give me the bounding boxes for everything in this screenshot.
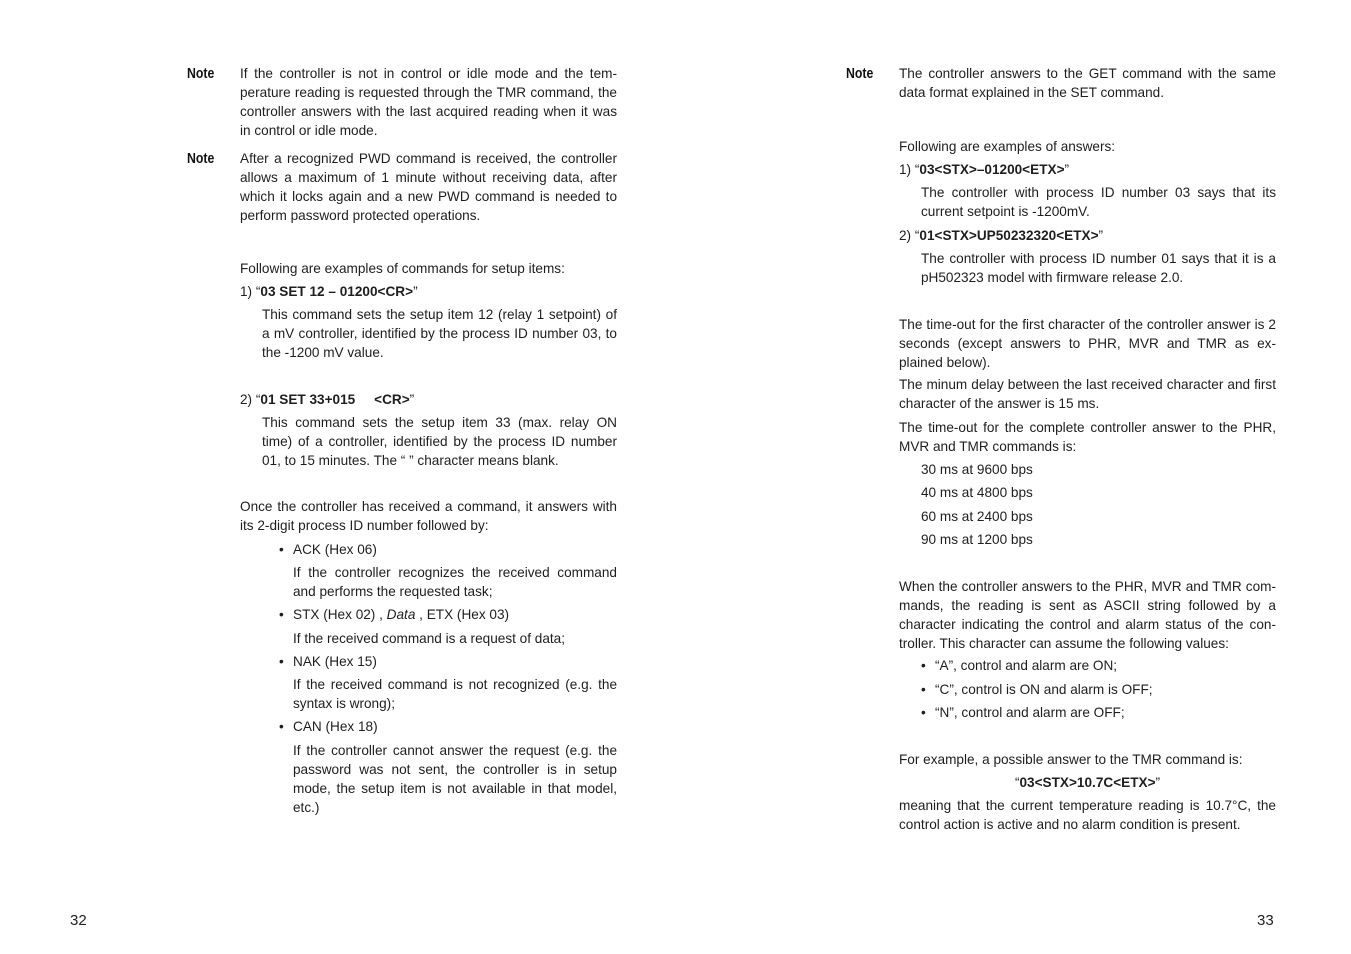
example-2-command [240,390,617,409]
baud-rate-item: 90 ms at 1200 bps [921,532,1033,547]
baud-rate-item: 30 ms at 9600 bps [921,462,1033,477]
page-number: 33 [1257,912,1274,929]
bullet-stx-part: STX (Hex 02) , [293,607,387,622]
quote-close: ” [413,284,418,299]
note-label: Note [187,150,215,167]
quote-open: “ [1014,775,1020,790]
baud-rate-item: 60 ms at 2400 bps [921,509,1033,524]
examples-intro: Following are examples of commands for setup items: [240,261,565,276]
note-label: Note [846,65,874,82]
quote-open: 2) “ [899,228,920,243]
quote-open: 1) “ [899,162,920,177]
example-intro: For example, a possible answer to the TMR command is: [899,752,1243,767]
minimum-delay: The minum delay between the last received character and first character of the answer is 15 ms. [899,377,1276,411]
timeout-first-char: The time-out for the first character of the controller answer is 2 seconds (except answers to PHR, MVR and TMR as ex-plained below). [899,317,1276,370]
status-value: • “C”, control is ON and alarm is OFF; [935,680,1153,699]
bullet-stx-description: If the received command is a request of data; [293,631,566,646]
quote-close: ” [1064,162,1070,177]
note-label: Note [187,65,215,82]
bullet-can: • CAN (Hex 18) [293,717,617,736]
bullet-stx [293,605,617,624]
baud-rate-item: 40 ms at 4800 bps [921,485,1033,500]
answer-intro: Once the controller has received a command, it answers with its 2-digit process ID number followed by: [240,499,617,533]
page-number: 32 [70,912,87,929]
command-code: 03 SET 12 – 01200<CR> [260,284,414,299]
timeout-complete: The time-out for the complete controller answer to the PHR, MVR and TMR commands is: [899,420,1276,454]
status-intro: When the controller answers to the PHR, MVR and TMR com-mands, the reading is sent as ASCII string followed by a character indicating the control and alarm status of the con-troller. This character can assume the following values: [899,579,1276,651]
command-code: 03<STX>–01200<ETX> [919,162,1065,177]
answer-2-command [899,226,1276,245]
bullet-nak-description: If the received command is not recognized (e.g. the syntax is wrong); [293,677,617,711]
example-1-description: This command sets the setup item 12 (relay 1 setpoint) of a mV controller, identified by the process ID number 03, to the -1200 mV value. [262,307,617,360]
bullet-ack-description: If the controller recognizes the received command and performs the requested task; [293,565,617,599]
answers-intro: Following are examples of answers: [899,139,1116,154]
example-description: meaning that the current temperature reading is 10.7°C, the control action is active and no alarm condition is present. [899,798,1276,832]
note-text: After a recognized PWD command is received, the controller allows a maximum of 1 minute without receiving data, after which it locks again and a new PWD command is needed to perform password protected operations. [240,151,617,223]
bullet-stx-part: , ETX (Hex 03) [415,607,510,622]
command-code: 01 SET 33+015 <CR> [260,392,410,407]
quote-open: 2) “ [240,392,261,407]
example-2-description: This command sets the setup item 33 (max. relay ON time) of a controller, identified by the process ID number 01, to 15 minutes. The “ ” character means blank. [262,415,617,468]
quote-open: 1) “ [240,284,261,299]
bullet-can-description: If the controller cannot answer the request (e.g. the password was not sent, the controller is in setup mode, the setup item is not available in that model, etc.) [293,743,617,815]
status-value: • “N”, control and alarm are OFF; [935,703,1125,722]
example-1-command [240,282,617,301]
bullet-ack: • ACK (Hex 06) [293,540,617,559]
status-value: • “A”, control and alarm are ON; [935,656,1117,675]
note-text: The controller answers to the GET command with the same data format explained in the SET command. [899,66,1276,100]
answer-2-description: The controller with process ID number 01 says that it is a pH502323 model with firmware release 2.0. [921,251,1276,285]
command-code: 01<STX>UP50232320<ETX> [919,228,1099,243]
command-code: 03<STX>10.7C<ETX> [1019,775,1156,790]
bullet-nak: • NAK (Hex 15) [293,652,617,671]
quote-close: ” [409,392,415,407]
answer-1-command [899,160,1276,179]
example-answer [899,773,1276,792]
note-text: If the controller is not in control or idle mode and the tem-perature reading is requested through the TMR command, the controller answers with the last acquired reading when it was in control or idle mode. [240,66,617,138]
quote-close: ” [1155,775,1161,790]
answer-1-description: The controller with process ID number 03 says that its current setpoint is -1200mV. [921,185,1276,219]
quote-close: ” [1098,228,1104,243]
bullet-stx-data: Data [386,607,416,622]
